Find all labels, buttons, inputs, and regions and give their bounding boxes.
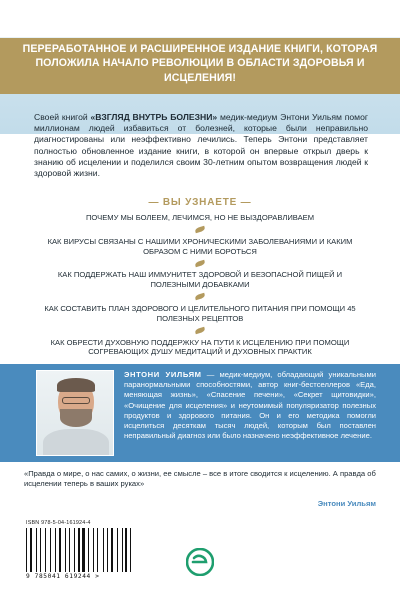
publisher-logo-icon (186, 548, 214, 576)
leaf-divider (40, 223, 360, 237)
barcode-stripe (55, 528, 56, 572)
barcode-stripe (115, 528, 116, 572)
barcode-stripe (37, 528, 39, 572)
barcode-stripe (57, 528, 58, 572)
learn-item: КАК ПОДДЕРЖАТЬ НАШ ИММУНИТЕТ ЗДОРОВОЙ И БЕЗОПАСНОЙ ПИЩЕЙ И ПОЛЕЗНЫМИ ДОБАВКАМИ (57, 270, 343, 290)
leaf-icon (195, 260, 206, 267)
barcode-stripe (29, 528, 30, 572)
author-quote: «Правда о мире, о нас самих, о жизни, ее смысле – все в итоге сводится к исцелению. А правда об исцелении теперь в ваших руках» (24, 469, 376, 489)
barcode-stripe (47, 528, 48, 572)
barcode-stripe (82, 528, 84, 572)
barcode-stripe (66, 528, 67, 572)
leaf-icon (195, 327, 206, 334)
barcode-stripe (129, 528, 130, 572)
hero-headline: ПЕРЕРАБОТАННОЕ И РАСШИРЕННОЕ ИЗДАНИЕ КНИГИ, КОТОРАЯ ПОЛОЖИЛА НАЧАЛО РЕВОЛЮЦИИ В ОБЛАСТИ ЗДОРОВЬЯ И ИСЦЕЛЕНИЯ! (22, 43, 378, 84)
barcode-stripe (103, 528, 104, 572)
intro-pre: Своей книгой (34, 112, 91, 122)
learn-item: КАК СОСТАВИТЬ ПЛАН ЗДОРОВОГО И ЦЕЛИТЕЛЬНОГО ПИТАНИЯ ПРИ ПОМОЩИ 45 ПОЛЕЗНЫХ РЕЦЕПТОВ (44, 303, 356, 323)
author-bio-text: — медик-медиум, обладающий уникальными паранормальными способностями, автор книг-бестселлеров «Еда, меняющая жизнь», «Спасение печени», «Секрет щитовидки», «Очищение для исцеления» и неутомимый популяризатор полезных продуктов и здорового питания. Он и его методика помогли исцелиться десяткам тысяч людей, которым был поставлен неправильный диагноз или было назначено неэффективное лечение. (124, 370, 376, 441)
barcode-stripe (90, 528, 91, 572)
quote-signature: Энтони Уильям (317, 499, 376, 508)
intro-book-title: «ВЗГЛЯД ВНУТРЬ БОЛЕЗНИ» (90, 112, 218, 122)
learn-item: КАК ОБРЕСТИ ДУХОВНУЮ ПОДДЕРЖКУ НА ПУТИ К ИСЦЕЛЕНИЮ ПРИ ПОМОЩИ СОГРЕВАЮЩИХ ДУШУ МЕДИТАЦИЙ И ДУХОВНЫХ ПРАКТИК (50, 337, 350, 357)
barcode-stripe (26, 528, 27, 572)
barcode-stripe (117, 528, 118, 572)
learn-list (40, 213, 360, 357)
barcode-stripe (40, 528, 41, 572)
barcode-stripe (104, 528, 105, 572)
isbn-label: ISBN 978-5-04-161924-4 (26, 520, 91, 526)
barcode-stripe (65, 528, 66, 572)
barcode-stripe (81, 528, 82, 572)
barcode-stripe (107, 528, 108, 572)
author-photo (36, 370, 114, 456)
barcode-stripe (97, 528, 98, 572)
barcode-stripe (88, 528, 89, 572)
learn-heading: — ВЫ УЗНАЕТЕ — (148, 197, 252, 208)
intro-paragraph (34, 112, 368, 179)
author-name: ЭНТОНИ УИЛЬЯМ (124, 370, 202, 379)
barcode-stripe (30, 528, 31, 572)
barcode-stripe (111, 528, 113, 572)
barcode-stripe (93, 528, 94, 572)
leaf-divider (40, 256, 360, 270)
barcode-stripe (45, 528, 46, 572)
barcode-stripe (69, 528, 70, 572)
barcode-stripe (87, 528, 88, 572)
barcode-stripe (125, 528, 126, 572)
leaf-icon (195, 293, 206, 300)
barcode-number: 9 785041 619244 > (26, 573, 100, 580)
learn-item: ПОЧЕМУ МЫ БОЛЕЕМ, ЛЕЧИМСЯ, НО НЕ ВЫЗДОРАВЛИВАЕМ (85, 213, 315, 222)
learn-item: КАК ВИРУСЫ СВЯЗАНЫ С НАШИМИ ХРОНИЧЕСКИМИ ЗАБОЛЕВАНИЯМИ И КАКИМ ОБРАЗОМ С НИМИ БОРОТЬСЯ (47, 236, 353, 256)
barcode-stripe (62, 528, 63, 572)
barcode-stripe (36, 528, 37, 572)
barcode-bars (26, 528, 132, 572)
barcode-stripe (122, 528, 123, 572)
barcode-stripe (95, 528, 96, 572)
author-bio (124, 370, 376, 441)
barcode-stripe (33, 528, 34, 572)
barcode-stripe (130, 528, 131, 572)
leaf-divider (40, 324, 360, 338)
intro-body: медик-медиум Энтони Уильям помог миллионам людей избавиться от болезней, которые были неправильно диагностированы или неэффективно лечились. Теперь Энтони представляет полностью обновленное издание книги, в которой он впервые открыл дверь к знанию об исцелении и поделился своим 30-летним опытом возвращения людей к здоровой жизни. (34, 112, 368, 179)
leaf-divider (40, 290, 360, 304)
leaf-icon (195, 226, 206, 233)
barcode-stripe (76, 528, 77, 572)
barcode-stripe (72, 528, 73, 572)
barcode-stripe (124, 528, 125, 572)
barcode-stripe (59, 528, 61, 572)
barcode-stripe (43, 528, 44, 572)
barcode-stripe (119, 528, 120, 572)
barcode (26, 520, 132, 588)
barcode-stripe (78, 528, 79, 572)
barcode-stripe (50, 528, 51, 572)
barcode-stripe (52, 528, 53, 572)
barcode-stripe (100, 528, 101, 572)
barcode-stripe (74, 528, 75, 572)
barcode-stripe (109, 528, 110, 572)
